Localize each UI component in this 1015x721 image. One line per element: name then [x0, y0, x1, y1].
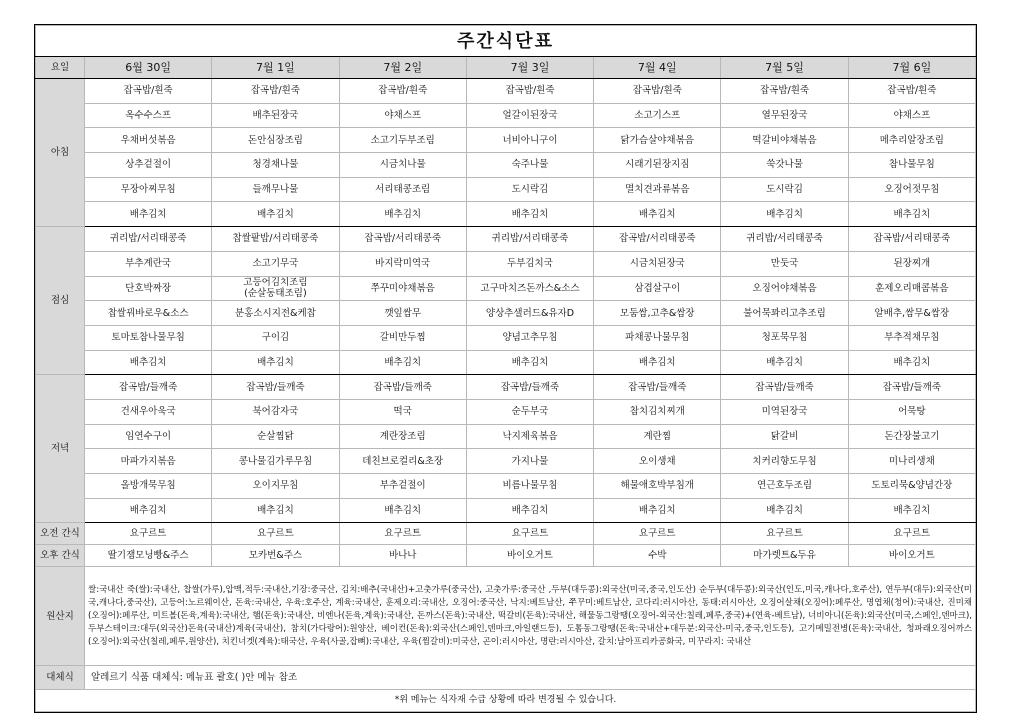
menu-item: 오이생채 — [594, 449, 721, 474]
breakfast-row — [36, 202, 976, 227]
snack-item: 요구르트 — [466, 523, 593, 545]
menu-item: 어묵탕 — [848, 399, 975, 424]
lunch-label: 점심 — [36, 227, 85, 375]
menu-item: 양념고추무침 — [466, 325, 593, 350]
menu-item: 돈안심장조림 — [212, 128, 339, 153]
menu-item: 삼겹살구이 — [594, 276, 721, 301]
menu-item: 북어감자국 — [212, 399, 339, 424]
snack-item: 요구르트 — [85, 523, 212, 545]
dinner-row — [36, 498, 976, 523]
menu-item: 부추겉절이 — [339, 474, 466, 499]
menu-item: 배추김치 — [212, 202, 339, 227]
menu-item-line: 고등어김치조림 — [243, 277, 308, 289]
snack-item: 요구르트 — [212, 523, 339, 545]
day-header: 6월 30일 — [85, 57, 212, 79]
menu-item: 고구마치즈돈까스&소스 — [466, 276, 593, 301]
snack-item: 요구르트 — [721, 523, 848, 545]
dinner-row — [36, 449, 976, 474]
menu-item: 소고기스프 — [594, 103, 721, 128]
menu-item: 찹쌀팥밥/서리태콩죽 — [212, 227, 339, 252]
menu-item: 계란장조림 — [339, 424, 466, 449]
lunch-row — [36, 251, 976, 276]
dinner-row — [36, 375, 976, 400]
menu-item: 잡곡밥/흰죽 — [848, 79, 975, 104]
snack-item: 바나나 — [339, 545, 466, 567]
menu-item: 서리태콩조림 — [339, 177, 466, 202]
menu-item: 도시락김 — [466, 177, 593, 202]
origin-text: 쌀:국내산 죽(쌀):국내산, 찹쌀(가루),압맥,적두:국내산,기장:중국산, 김치:배추(국내산)+고춧가루(중국산), 고춧가루:중국산 ,두부(대두콩):외국산(미국,중국,인도산) 순두부(대두콩):외국산(인도,미국,캐나다,호주산), 연두부(대두):외국산(미국,캐나다,중국산), 고등어:노르웨이산, 돈육:국내산, 우육:호주산, 계육:국내산, 훈제오리:국내산, 오징어:중국산, 낙지:베트남산, 쭈꾸미:베트남산, 코다리:러시아산, 동태:러시아산, 오징어살채(오징어):페루산, 명엽채(청어):국내산, 진미채(오징어):페루산, 미트볼(돈육,계육):국내산, 햄(돈육):국내산, 비엔나(돈육,계육):국내산, 돈까스(돈육):국내산, 떡갈비(돈육):국내산, 해물동그랑땡(오징어-외국산:칠레,페루,중국)+(연육-베트남), 너비아니(돈육):외국산(미국,스페인,덴마크), 두부스테이크:대두(외국산)돈육(국내산)계육(국내산), 참치(가다랑어):원양산, 베이컨(돈육):외국산(스페인,덴마크,아일랜드등), 도톰동그랑땡(돈육:국내산+대두분:외국산-미국,중국,인도등), 고기메밀전병(돈육):국내산, 청파래오징어까스(오징어):외국산(칠레,페루,원양산), 치킨너겟(계육):태국산, 우육(사골,잡뼈):국내산, 우육(찜갈비):미국산, 곤이:러시아산, 명란:러시아산, 갈치:남아프리카공화국, 미꾸라지: 국내산 — [85, 567, 976, 666]
menu-item: 양상추샐러드&유자D — [466, 301, 593, 326]
menu-item: 배추된장국 — [212, 103, 339, 128]
menu-item: 토마토참나물무침 — [85, 325, 212, 350]
snack-item: 딸기잼모닝빵&주스 — [85, 545, 212, 567]
snack-item: 요구르트 — [339, 523, 466, 545]
menu-item: 마파가지볶음 — [85, 449, 212, 474]
menu-item: 잡곡밥/들깨죽 — [466, 375, 593, 400]
menu-item: 미역된장국 — [721, 399, 848, 424]
weekly-menu-sheet — [34, 24, 977, 713]
menu-item: 부추계란국 — [85, 251, 212, 276]
menu-item: 돈간장불고기 — [848, 424, 975, 449]
breakfast-label: 아침 — [36, 79, 85, 227]
snack-item: 모카번&주스 — [212, 545, 339, 567]
day-label: 요일 — [36, 57, 85, 79]
menu-item: 건새우아욱국 — [85, 399, 212, 424]
menu-item: 참나물무침 — [848, 153, 975, 178]
menu-item: 배추김치 — [466, 498, 593, 523]
menu-item: 메추리알장조림 — [848, 128, 975, 153]
menu-item: 단호박짜장 — [85, 276, 212, 301]
menu-item: 임연수구이 — [85, 424, 212, 449]
menu-item-line: (순살동태조림) — [244, 288, 307, 300]
menu-item: 배추김치 — [339, 350, 466, 375]
substitute-text: 알레르기 식품 대체식: 메뉴표 괄호( )안 메뉴 참조 — [85, 666, 976, 690]
menu-item: 들깨무나물 — [212, 177, 339, 202]
menu-item: 갈비만두찜 — [339, 325, 466, 350]
pm-snack-label: 오후 간식 — [36, 545, 85, 567]
menu-item: 배추김치 — [594, 350, 721, 375]
menu-item: 너비아니구이 — [466, 128, 593, 153]
menu-item: 옥수수스프 — [85, 103, 212, 128]
menu-item: 알배추,쌈무&쌈장 — [848, 301, 975, 326]
menu-item: 배추김치 — [85, 202, 212, 227]
menu-item: 모둠쌈,고추&쌈장 — [594, 301, 721, 326]
menu-item: 야채스프 — [339, 103, 466, 128]
menu-item: 귀리밥/서리태콩죽 — [85, 227, 212, 252]
page-title: 주간식단표 — [36, 26, 976, 57]
menu-item: 소고기무국 — [212, 251, 339, 276]
snack-item: 마가렛트&두유 — [721, 545, 848, 567]
breakfast-row — [36, 103, 976, 128]
menu-item: 얼갈이된장국 — [466, 103, 593, 128]
menu-item: 훈제오리매콤볶음 — [848, 276, 975, 301]
day-header: 7월 4일 — [594, 57, 721, 79]
dinner-label: 저녁 — [36, 375, 85, 523]
menu-item: 상추겉절이 — [85, 153, 212, 178]
menu-item: 계란찜 — [594, 424, 721, 449]
menu-item: 된장찌개 — [848, 251, 975, 276]
menu-item: 도토리묵&양념간장 — [848, 474, 975, 499]
breakfast-row — [36, 177, 976, 202]
menu-item: 배추김치 — [848, 202, 975, 227]
menu-item: 청포묵무침 — [721, 325, 848, 350]
snack-item: 수박 — [594, 545, 721, 567]
menu-item: 배추김치 — [85, 498, 212, 523]
menu-item: 잡곡밥/서리태콩죽 — [848, 227, 975, 252]
menu-item: 떡국 — [339, 399, 466, 424]
menu-item: 오이지무침 — [212, 474, 339, 499]
menu-item: 도시락김 — [721, 177, 848, 202]
menu-item: 미나리생채 — [848, 449, 975, 474]
menu-item: 쭈꾸미야채볶음 — [339, 276, 466, 301]
menu-item: 배추김치 — [848, 498, 975, 523]
menu-item: 잡곡밥/흰죽 — [721, 79, 848, 104]
lunch-row — [36, 301, 976, 326]
dinner-row — [36, 424, 976, 449]
lunch-row — [36, 350, 976, 375]
menu-item: 배추김치 — [339, 498, 466, 523]
menu-item: 분홍소시지전&케찹 — [212, 301, 339, 326]
snack-item: 요구르트 — [848, 523, 975, 545]
breakfast-row — [36, 153, 976, 178]
menu-item: 비름나물무침 — [466, 474, 593, 499]
menu-item: 두부김치국 — [466, 251, 593, 276]
menu-item: 잡곡밥/들깨죽 — [339, 375, 466, 400]
menu-item: 바지락미역국 — [339, 251, 466, 276]
menu-item: 배추김치 — [212, 498, 339, 523]
day-header: 7월 6일 — [848, 57, 975, 79]
dinner-row — [36, 399, 976, 424]
menu-item: 멸치견과류볶음 — [594, 177, 721, 202]
menu-item: 콩나물김가루무침 — [212, 449, 339, 474]
menu-item: 소고기두부조림 — [339, 128, 466, 153]
am-snack-row — [36, 523, 976, 545]
day-header: 7월 3일 — [466, 57, 593, 79]
menu-item: 떡갈비야채볶음 — [721, 128, 848, 153]
menu-item: 배추김치 — [85, 350, 212, 375]
menu-item: 잡곡밥/서리태콩죽 — [594, 227, 721, 252]
menu-item: 청경채나물 — [212, 153, 339, 178]
menu-item: 올방개묵무침 — [85, 474, 212, 499]
menu-item: 배추김치 — [466, 350, 593, 375]
menu-item: 잡곡밥/흰죽 — [466, 79, 593, 104]
menu-item: 잡곡밥/흰죽 — [212, 79, 339, 104]
menu-item: 잡곡밥/들깨죽 — [848, 375, 975, 400]
lunch-row — [36, 227, 976, 252]
menu-item: 시금치된장국 — [594, 251, 721, 276]
footnote: *위 메뉴는 식자재 수급 상황에 따라 변경될 수 있습니다. — [36, 690, 976, 712]
menu-item: 해물애호박부침개 — [594, 474, 721, 499]
origin-label: 원산지 — [36, 567, 85, 666]
am-snack-label: 오전 간식 — [36, 523, 85, 545]
dinner-row — [36, 474, 976, 499]
menu-item: 배추김치 — [848, 350, 975, 375]
menu-item — [212, 276, 339, 301]
menu-item: 배추김치 — [721, 498, 848, 523]
snack-item: 바이오거트 — [848, 545, 975, 567]
menu-item: 순두부국 — [466, 399, 593, 424]
menu-item: 시금치나물 — [339, 153, 466, 178]
menu-item: 파채콩나물무침 — [594, 325, 721, 350]
menu-item: 참치김치찌개 — [594, 399, 721, 424]
menu-item: 닭갈비 — [721, 424, 848, 449]
menu-item: 데친브로컬리&초장 — [339, 449, 466, 474]
menu-item: 배추김치 — [466, 202, 593, 227]
menu-item: 잡곡밥/들깨죽 — [594, 375, 721, 400]
lunch-row — [36, 276, 976, 301]
menu-item: 배추김치 — [594, 202, 721, 227]
menu-item: 잡곡밥/들깨죽 — [85, 375, 212, 400]
menu-item: 부추적채무침 — [848, 325, 975, 350]
menu-item: 오징어야채볶음 — [721, 276, 848, 301]
menu-item: 열무된장국 — [721, 103, 848, 128]
menu-item: 잡곡밥/흰죽 — [594, 79, 721, 104]
day-header: 7월 5일 — [721, 57, 848, 79]
menu-item: 쑥갓나물 — [721, 153, 848, 178]
menu-item: 구이김 — [212, 325, 339, 350]
menu-item: 무장아찌무침 — [85, 177, 212, 202]
day-header: 7월 1일 — [212, 57, 339, 79]
menu-item: 낙지제육볶음 — [466, 424, 593, 449]
menu-item: 순살찜닭 — [212, 424, 339, 449]
breakfast-row — [36, 79, 976, 104]
substitute-label: 대체식 — [36, 666, 85, 690]
menu-item: 찹쌀꿔바로우&소스 — [85, 301, 212, 326]
menu-item: 잡곡밥/흰죽 — [85, 79, 212, 104]
menu-item: 불어묵꽈리고추조림 — [721, 301, 848, 326]
snack-item: 요구르트 — [594, 523, 721, 545]
menu-item: 숙주나물 — [466, 153, 593, 178]
menu-item: 우채버섯볶음 — [85, 128, 212, 153]
day-header: 7월 2일 — [339, 57, 466, 79]
menu-item: 닭가슴살야채볶음 — [594, 128, 721, 153]
menu-table — [35, 25, 976, 712]
menu-item: 배추김치 — [339, 202, 466, 227]
menu-item: 시래기된장지짐 — [594, 153, 721, 178]
breakfast-row — [36, 128, 976, 153]
menu-item: 오징어젓무침 — [848, 177, 975, 202]
menu-item: 잡곡밥/들깨죽 — [721, 375, 848, 400]
menu-item: 배추김치 — [721, 202, 848, 227]
menu-item: 귀리밥/서리태콩죽 — [466, 227, 593, 252]
lunch-row — [36, 325, 976, 350]
menu-item: 배추김치 — [212, 350, 339, 375]
menu-item: 배추김치 — [721, 350, 848, 375]
snack-item: 바이오거트 — [466, 545, 593, 567]
menu-item: 귀리밥/서리태콩죽 — [721, 227, 848, 252]
menu-item: 잡곡밥/서리태콩죽 — [339, 227, 466, 252]
menu-item: 치커리향도무침 — [721, 449, 848, 474]
menu-item: 잡곡밥/들깨죽 — [212, 375, 339, 400]
menu-item: 만둣국 — [721, 251, 848, 276]
menu-item: 연근호두조림 — [721, 474, 848, 499]
menu-item: 가지나물 — [466, 449, 593, 474]
menu-item: 잡곡밥/흰죽 — [339, 79, 466, 104]
menu-item: 야채스프 — [848, 103, 975, 128]
pm-snack-row — [36, 545, 976, 567]
menu-item: 깻잎쌈무 — [339, 301, 466, 326]
menu-item: 배추김치 — [594, 498, 721, 523]
